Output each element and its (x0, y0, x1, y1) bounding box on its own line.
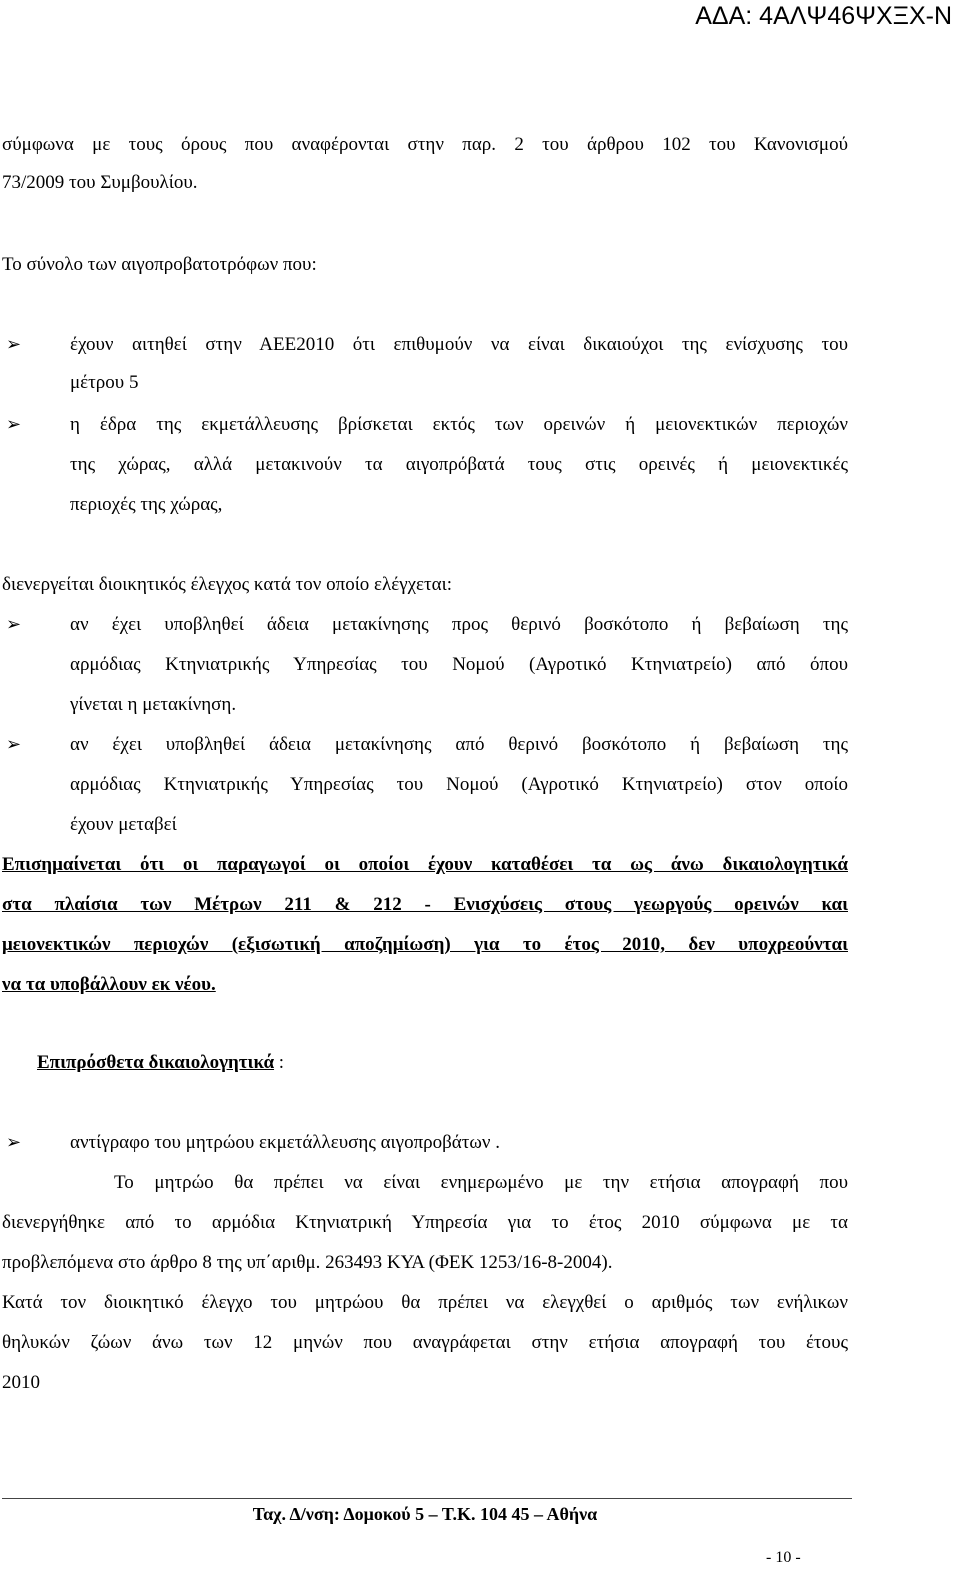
paragraph-line: θηλυκών ζώων άνω των 12 μηνών που αναγράφεται στην ετήσια απογραφή του έτους (2, 1332, 848, 1353)
notice-line: Επισημαίνεται ότι οι παραγωγοί οι οποίοι έχουν καταθέσει τα ως άνω δικαιολογητικά (2, 854, 848, 875)
notice-line: να τα υποβάλλουν εκ νέου. (2, 974, 216, 995)
bullet-line: αντίγραφο του μητρώου εκμετάλλευσης αιγοπροβάτων . (70, 1132, 500, 1153)
bullet-line: αρμόδιας Κτηνιατρικής Υπηρεσίας του Νομού (Αγροτικό Κτηνιατρείο) στον οποίο (70, 774, 848, 795)
bullet-line: έχουν μεταβεί (70, 814, 177, 835)
paragraph-line: διενεργήθηκε από το αρμόδια Κτηνιατρική Υπηρεσία για το έτος 2010 σύμφωνα με τα (2, 1212, 848, 1233)
paragraph-line: Το μητρώο θα πρέπει να είναι ενημερωμένο με την ετήσια απογραφή που (114, 1172, 848, 1193)
section-heading-suffix: : (274, 1052, 285, 1073)
paragraph-line: σύμφωνα με τους όρους που αναφέρονται στην παρ. 2 του άρθρου 102 του Κανονισμού (2, 134, 848, 155)
paragraph-line: προβλεπόμενα στο άρθρο 8 της υπ΄αριθμ. 263493 ΚΥΑ (ΦΕΚ 1253/16-8-2004). (2, 1252, 613, 1273)
arrow-bullet-icon: ➢ (6, 414, 22, 435)
paragraph-intro: διενεργείται διοικητικός έλεγχος κατά τον οποίο ελέγχεται: (2, 574, 453, 595)
arrow-bullet-icon: ➢ (6, 334, 22, 355)
arrow-bullet-icon: ➢ (6, 734, 22, 755)
paragraph-line: Κατά τον διοικητικό έλεγχο του μητρώου θα πρέπει να ελεγχθεί ο αριθμός των ενήλικων (2, 1292, 848, 1313)
section-heading-title: Επιπρόσθετα δικαιολογητικά (37, 1052, 275, 1073)
bullet-line: αρμόδιας Κτηνιατρικής Υπηρεσίας του Νομού (Αγροτικό Κτηνιατρείο) από όπου (70, 654, 848, 675)
paragraph-line: 2010 (2, 1372, 40, 1393)
paragraph-line: 73/2009 του Συμβουλίου. (2, 172, 198, 193)
bullet-line: η έδρα της εκμετάλλευσης βρίσκεται εκτός των ορεινών ή μειονεκτικών περιοχών (70, 414, 848, 435)
arrow-bullet-icon: ➢ (6, 614, 22, 635)
bullet-line: μέτρου 5 (70, 372, 139, 393)
page-number: - 10 - (766, 1549, 801, 1566)
paragraph-intro: Το σύνολο των αιγοπροβατοτρόφων που: (2, 254, 317, 275)
bullet-line: αν έχει υποβληθεί άδεια μετακίνησης προς θερινό βοσκότοπο ή βεβαίωση της (70, 614, 848, 635)
notice-line: στα πλαίσια των Μέτρων 211 & 212 - Ενισχύσεις στους γεωργούς ορεινών και (2, 894, 848, 915)
arrow-bullet-icon: ➢ (6, 1132, 22, 1153)
bullet-line: αν έχει υποβληθεί άδεια μετακίνησης από θερινό βοσκότοπο ή βεβαίωση της (70, 734, 848, 755)
footer-divider (2, 1498, 852, 1499)
ada-code: ΑΔΑ: 4ΑΛΨ46ΨΧΞΧ-Ν (695, 2, 952, 30)
section-heading (37, 1044, 284, 1082)
bullet-line: έχουν αιτηθεί στην ΑΕΕ2010 ότι επιθυμούν να είναι δικαιούχοι της ενίσχυσης του (70, 334, 848, 355)
bullet-line: της χώρας, αλλά μετακινούν τα αιγοπρόβατά τους στις ορεινές ή μειονεκτικές (70, 454, 848, 475)
notice-line: μειονεκτικών περιοχών (εξισωτική αποζημίωση) για το έτος 2010, δεν υποχρεούνται (2, 934, 848, 955)
bullet-line: περιοχές της χώρας, (70, 494, 223, 515)
footer-address: Ταχ. Δ/νση: Δομοκού 5 – Τ.Κ. 104 45 – Αθήνα (252, 1504, 598, 1524)
bullet-line: γίνεται η μετακίνηση. (70, 694, 237, 715)
